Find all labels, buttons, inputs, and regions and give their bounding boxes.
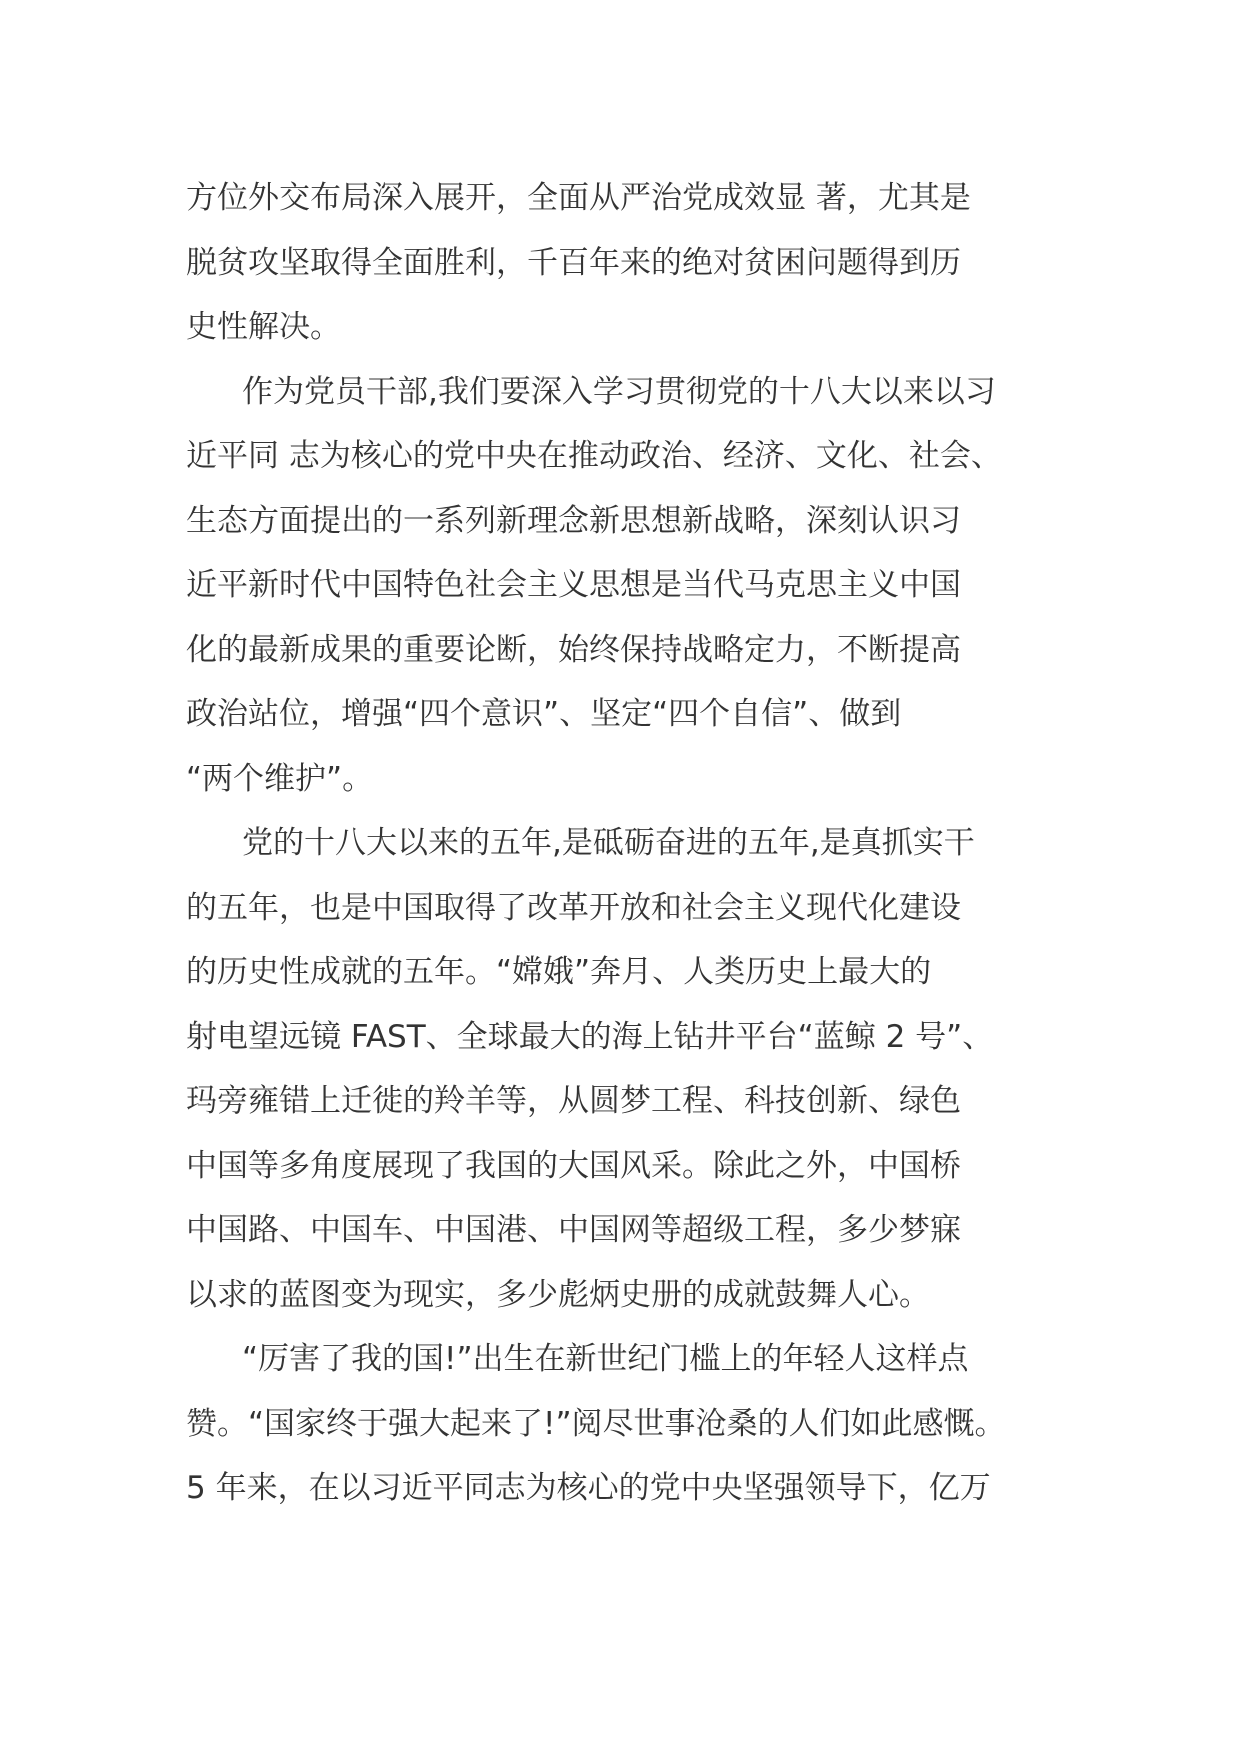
body-text	[186, 166, 1086, 1521]
text-line: 史性解决。	[186, 309, 341, 345]
text-line: 以求的蓝图变为现实，多少彪炳史册的成就鼓舞人心。	[186, 1276, 930, 1313]
paragraph-start-line: 作为党员干部,我们要深入学习贯彻党的十八大以来以习	[242, 373, 996, 410]
text-line: 的历史性成就的五年。“嫦娥”奔月、人类历史上最大的	[186, 954, 932, 990]
text-line: 玛旁雍错上迁徙的羚羊等，从圆梦工程、科技创新、绿色	[186, 1083, 961, 1119]
text-line: 射电望远镜 FAST、全球最大的海上钻井平台“蓝鲸 2 号”、	[186, 1018, 994, 1055]
text-line: 方位外交布局深入展开，全面从严治党成效显 著，尤其是	[186, 180, 971, 216]
text-line: 的五年，也是中国取得了改革开放和社会主义现代化建设	[186, 889, 961, 926]
text-line: 化的最新成果的重要论断，始终保持战略定力，不断提高	[186, 631, 961, 668]
text-line: 生态方面提出的一系列新理念新思想新战略，深刻认识习	[186, 502, 961, 539]
paragraph-start-line: 党的十八大以来的五年,是砥砺奋进的五年,是真抓实干	[242, 825, 975, 861]
text-line: 赞。“国家终于强大起来了!”阅尽世事沧桑的人们如此感慨。	[186, 1405, 1006, 1442]
text-line: 近平同 志为核心的党中央在推动政治、经济、文化、社会、	[186, 438, 1002, 474]
text-line: 脱贫攻坚取得全面胜利，千百年来的绝对贫困问题得到历	[186, 244, 961, 281]
text-line: 政治站位，增强“四个意识”、坚定“四个自信”、做到	[186, 696, 902, 732]
text-line: 近平新时代中国特色社会主义思想是当代马克思主义中国	[186, 567, 961, 603]
text-line: 中国路、中国车、中国港、中国网等超级工程，多少梦寐	[186, 1212, 961, 1248]
text-line: 5 年来，在以习近平同志为核心的党中央坚强领导下，亿万	[186, 1470, 991, 1506]
paragraph-start-line: “厉害了我的国!”出生在新世纪门槛上的年轻人这样点	[242, 1341, 969, 1377]
text-line: 中国等多角度展现了我国的大国风采。除此之外，中国桥	[186, 1147, 961, 1184]
text-line: “两个维护”。	[186, 760, 374, 797]
